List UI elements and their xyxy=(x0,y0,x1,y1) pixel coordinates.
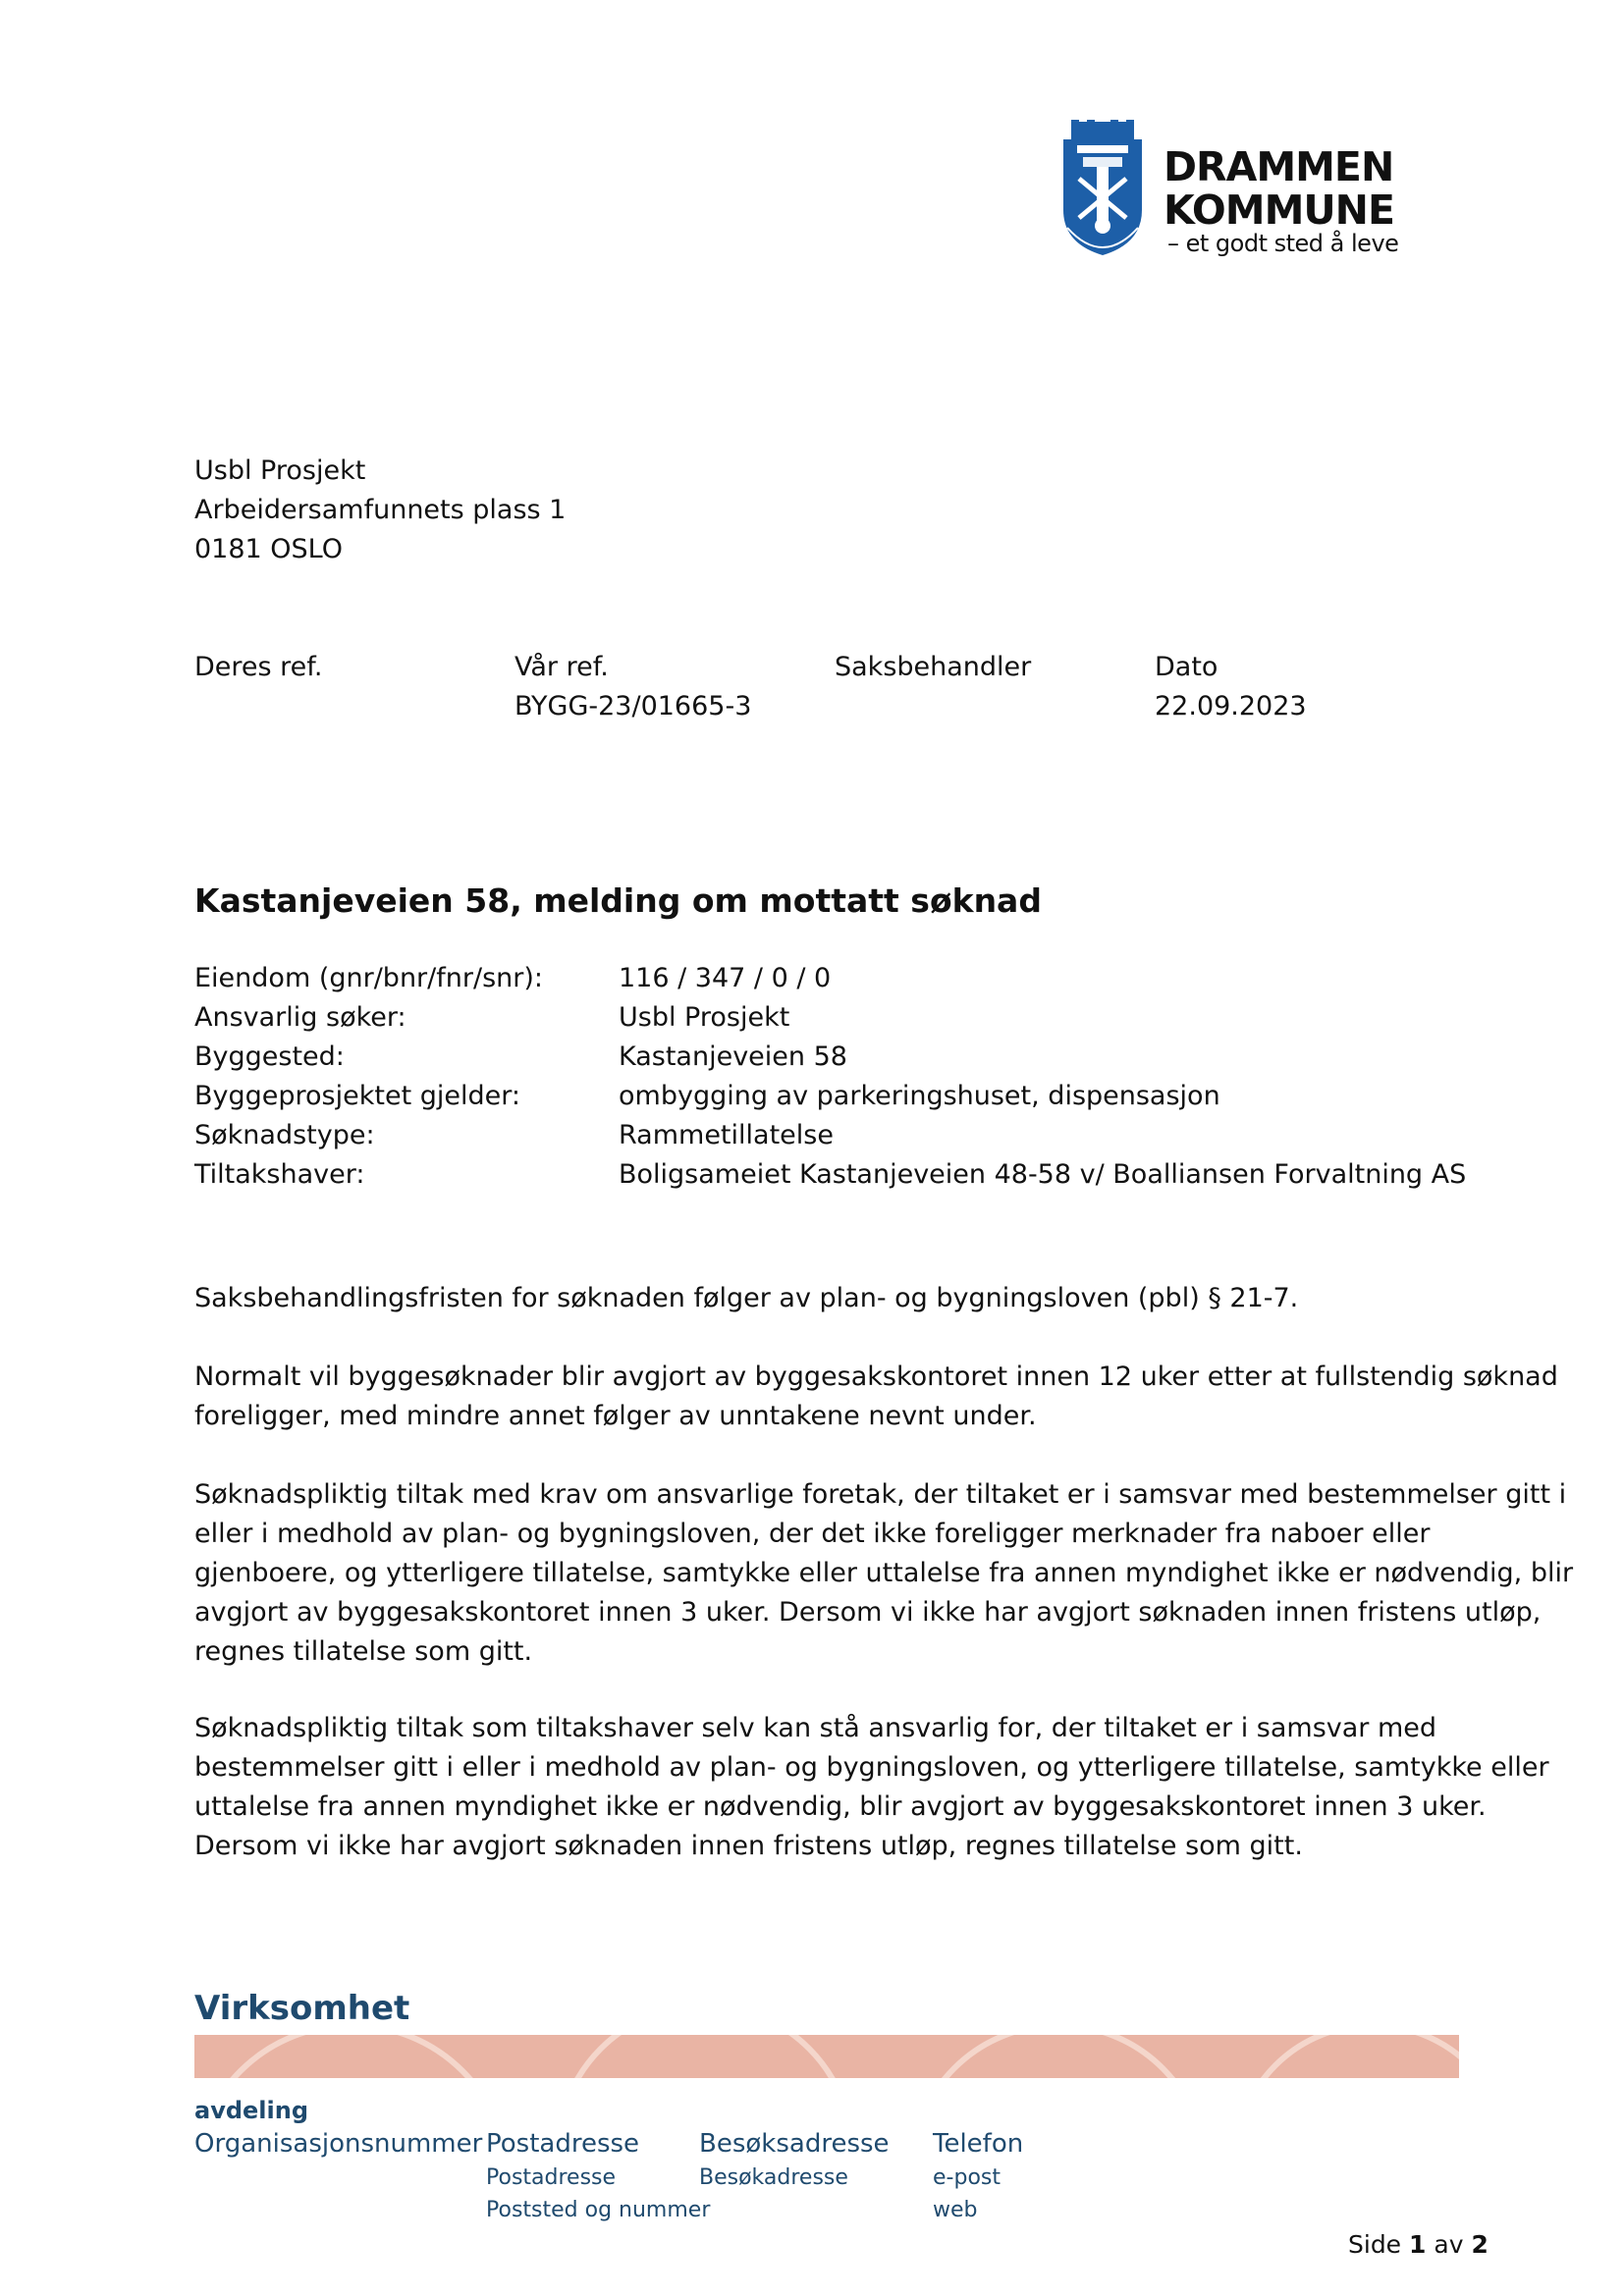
recipient-street: Arbeidersamfunnets plass 1 xyxy=(194,495,567,525)
footer-column-contact xyxy=(933,2126,1023,2226)
footer-column-postal-address xyxy=(486,2126,710,2226)
footer-column-org-number xyxy=(194,2126,482,2162)
paragraph-line: foreligger, med mindre annet følger av unntakene nevnt under. xyxy=(194,1401,1037,1431)
paragraph-line: bestemmelser gitt i eller i medhold av plan- og bygningsloven, og ytterligere tillatelse, samtykke eller xyxy=(194,1752,1549,1783)
logo-slogan: – et godt sted å leve xyxy=(1167,230,1399,257)
property-label: Eiendom (gnr/bnr/fnr/snr): xyxy=(194,963,543,993)
paragraph-line: regnes tillatelse som gitt. xyxy=(194,1636,533,1667)
visiting-address-heading: Besøksadresse xyxy=(699,2129,890,2159)
paragraph-self-responsible xyxy=(194,1709,1549,1866)
page-total: 2 xyxy=(1471,2230,1489,2259)
phone-heading: Telefon xyxy=(933,2129,1024,2159)
logo-line-2: KOMMUNE xyxy=(1164,187,1394,234)
letter-date-value: 22.09.2023 xyxy=(1155,691,1307,721)
letter-subject: Kastanjeveien 58, melding om mottatt søknad xyxy=(194,881,1042,920)
our-reference xyxy=(514,648,751,726)
property-value: Usbl Prosjekt xyxy=(619,1002,790,1033)
visiting-address-value: Besøkadresse xyxy=(699,2165,848,2190)
logo-line-1: DRAMMEN xyxy=(1164,143,1394,190)
case-handler xyxy=(835,648,1031,687)
postal-address-heading: Postadresse xyxy=(486,2129,640,2159)
footer-decorative-band xyxy=(194,2035,1459,2078)
recipient-city: 0181 OSLO xyxy=(194,534,344,564)
property-label: Ansvarlig søker: xyxy=(194,1002,406,1033)
property-value: Rammetillatelse xyxy=(619,1120,834,1150)
paragraph-line: eller i medhold av plan- og bygningsloven, der det ikke foreligger merknader fra naboer eller xyxy=(194,1519,1431,1549)
paragraph-line: Saksbehandlingsfristen for søknaden følger av plan- og bygningsloven (pbl) § 21-7. xyxy=(194,1283,1299,1313)
property-value: ombygging av parkeringshuset, dispensasjon xyxy=(619,1081,1220,1111)
coat-of-arms-icon xyxy=(1057,120,1148,257)
letter-date xyxy=(1155,648,1307,726)
web-value: web xyxy=(933,2198,978,2222)
email-value: e-post xyxy=(933,2165,1001,2190)
property-label: Byggested: xyxy=(194,1041,345,1072)
paragraph-deadline xyxy=(194,1279,1481,1318)
postal-address-value: Postadresse xyxy=(486,2165,617,2190)
property-value: 116 / 347 / 0 / 0 xyxy=(619,963,832,993)
page-number xyxy=(1348,2228,1489,2262)
paragraph-line: Søknadspliktig tiltak med krav om ansvarlige foretak, der tiltaket er i samsvar med bestemmelser gitt i xyxy=(194,1479,1567,1510)
paragraph-normal-processing xyxy=(194,1358,1558,1436)
property-label: Byggeprosjektet gjelder: xyxy=(194,1081,520,1111)
paragraph-line: avgjort av byggesakskontoret innen 3 uker. Dersom vi ikke har avgjort søknaden innen fristens utløp, xyxy=(194,1597,1542,1628)
our-reference-value: BYGG-23/01665-3 xyxy=(514,691,752,721)
paragraph-line: Normalt vil byggesøknader blir avgjort av byggesakskontoret innen 12 uker etter at fullstendig søknad xyxy=(194,1362,1558,1392)
property-value: Boligsameiet Kastanjeveien 48-58 v/ Boalliansen Forvaltning AS xyxy=(619,1159,1467,1190)
letter-date-label: Dato xyxy=(1155,652,1218,682)
footer-department: avdeling xyxy=(194,2097,309,2124)
page-prefix: Side xyxy=(1348,2230,1402,2259)
recipient-name: Usbl Prosjekt xyxy=(194,455,366,486)
footer-column-visiting-address xyxy=(699,2126,890,2194)
postal-place-value: Poststed og nummer xyxy=(486,2198,711,2222)
case-handler-label: Saksbehandler xyxy=(835,652,1032,682)
property-label: Søknadstype: xyxy=(194,1120,375,1150)
footer-organization-title: Virksomhet xyxy=(194,1989,410,2028)
property-label: Tiltakshaver: xyxy=(194,1159,365,1190)
your-reference xyxy=(194,648,322,687)
page-current: 1 xyxy=(1409,2230,1427,2259)
page-of: av xyxy=(1434,2230,1464,2259)
paragraph-line: gjenboere, og ytterligere tillatelse, samtykke eller uttalelse fra annen myndighet ikke er nødvendig, blir xyxy=(194,1558,1574,1588)
paragraph-responsible-companies xyxy=(194,1475,1574,1672)
recipient-address xyxy=(194,452,566,569)
org-number-heading: Organisasjonsnummer xyxy=(194,2129,483,2159)
your-reference-label: Deres ref. xyxy=(194,652,323,682)
property-value: Kastanjeveien 58 xyxy=(619,1041,847,1072)
our-reference-label: Vår ref. xyxy=(514,652,609,682)
paragraph-line: Dersom vi ikke har avgjort søknaden innen fristens utløp, regnes tillatelse som gitt. xyxy=(194,1831,1303,1861)
municipality-logo xyxy=(1057,120,1411,257)
paragraph-line: Søknadspliktig tiltak som tiltakshaver selv kan stå ansvarlig for, der tiltaket er i samsvar med xyxy=(194,1713,1437,1743)
paragraph-line: uttalelse fra annen myndighet ikke er nødvendig, blir avgjort av byggesakskontoret innen 3 uker. xyxy=(194,1791,1487,1822)
